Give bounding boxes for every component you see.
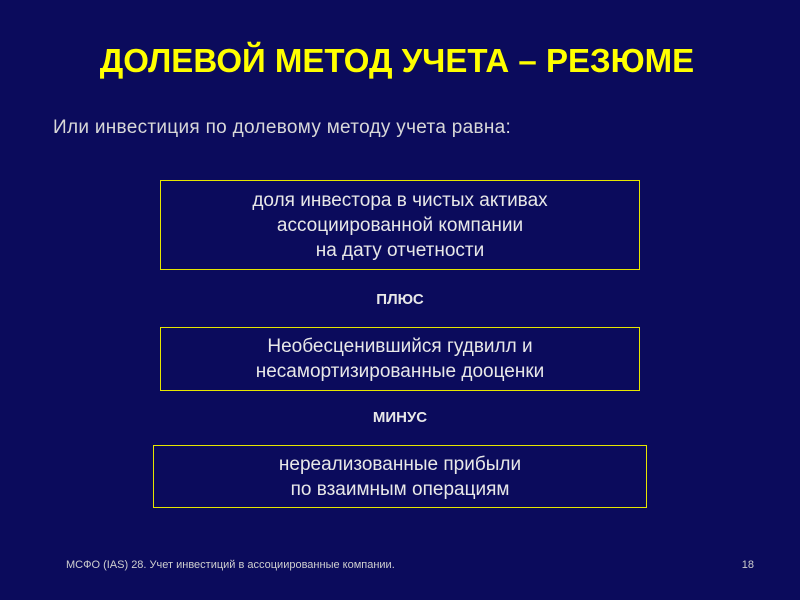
minus-label: МИНУС — [372, 409, 428, 426]
slide-subtitle: Или инвестиция по долевому методу учета равна: — [53, 117, 512, 138]
slide-footer: МСФО (IAS) 28. Учет инвестиций в ассоциированные компании. — [66, 559, 395, 571]
box-line: на дату отчетности — [315, 239, 485, 261]
box-line: Необесценившийся гудвилл и — [267, 336, 533, 357]
goodwill-box — [160, 327, 640, 391]
plus-label: ПЛЮС — [376, 291, 424, 308]
unrealized-profits-box — [153, 445, 647, 508]
page-number: 18 — [741, 559, 754, 571]
box-line: по взаимным операциям — [290, 478, 510, 500]
investor-share-box — [160, 180, 640, 270]
slide-title: ДОЛЕВОЙ МЕТОД УЧЕТА – РЕЗЮМЕ — [99, 42, 695, 79]
box-line: несамортизированные дооценки — [255, 361, 545, 382]
box-line: ассоциированной компании — [276, 214, 524, 236]
box-line: нереализованные прибыли — [278, 453, 522, 475]
box-line: доля инвестора в чистых активах — [252, 189, 548, 211]
